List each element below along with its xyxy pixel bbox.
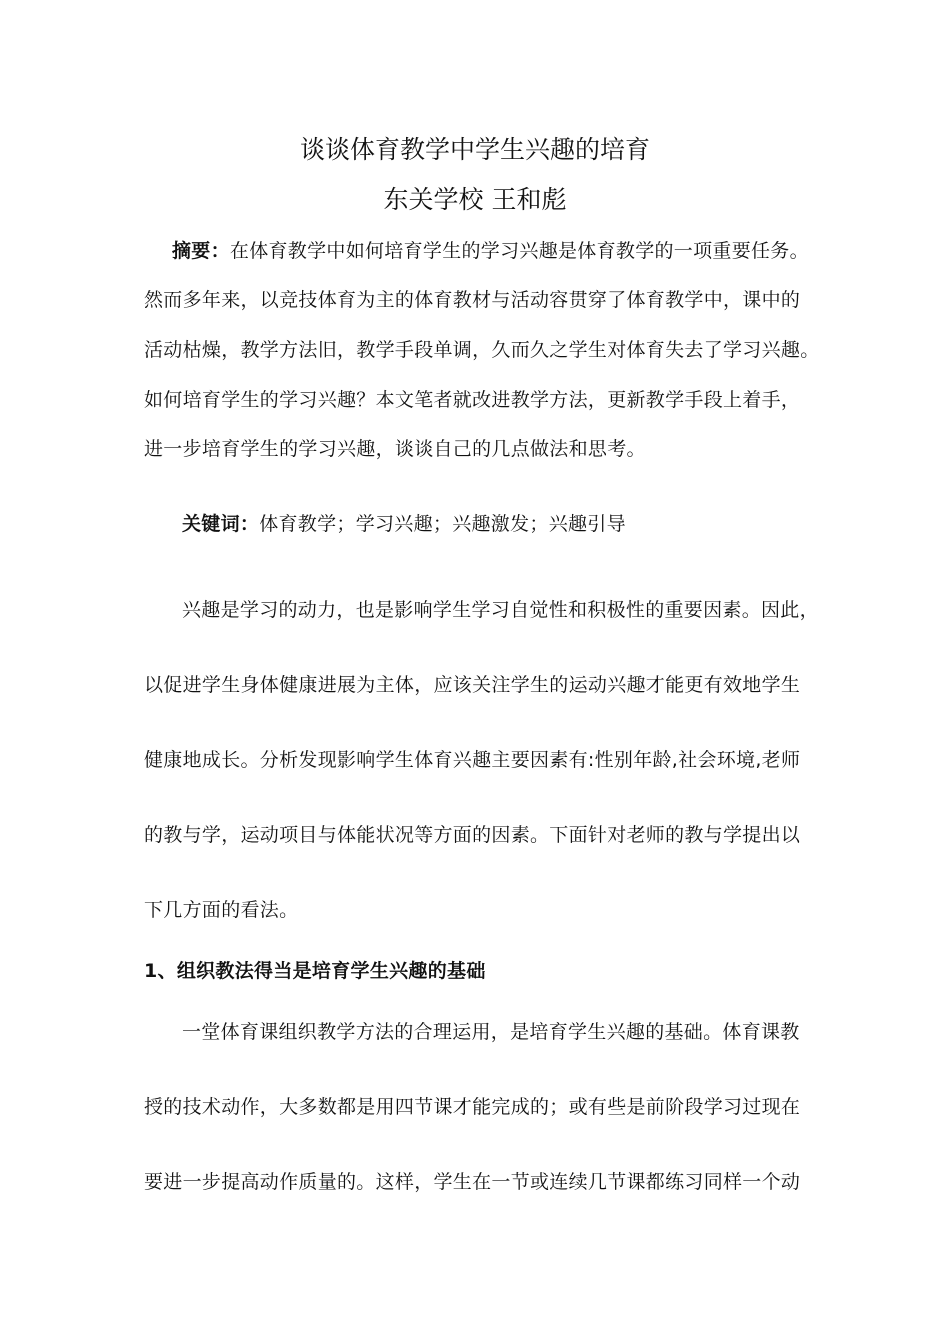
- abstract-line-5: 进一步培育学生的学习兴趣，谈谈自己的几点做法和思考。: [144, 438, 646, 460]
- keywords-line: [182, 511, 626, 537]
- intro-line-4: 的教与学，运动项目与体能状况等方面的因素。下面针对老师的教与学提出以: [144, 824, 801, 846]
- intro-line-3: 健康地成长。分析发现影响学生体育兴趣主要因素有:性别年龄,社会环境,老师: [144, 749, 801, 771]
- keywords-label: 关键词：: [182, 513, 260, 535]
- document-title: 谈谈体育教学中学生兴趣的培育: [299, 135, 650, 164]
- section-1-heading: 1、组织教法得当是培育学生兴趣的基础: [144, 960, 486, 982]
- section-1-line-2: 授的技术动作，大多数都是用四节课才能完成的；或有些是前阶段学习过现在: [144, 1096, 801, 1118]
- intro-line-2: 以促进学生身体健康进展为主体，应该关注学生的运动兴趣才能更有效地学生: [144, 674, 801, 696]
- section-1-line-1: 一堂体育课组织教学方法的合理运用，是培育学生兴趣的基础。体育课教: [182, 1021, 800, 1043]
- abstract-text: 在体育教学中如何培育学生的学习兴趣是体育教学的一项重要任务。: [229, 240, 809, 262]
- keywords-text: 体育教学；学习兴趣；兴趣激发；兴趣引导: [259, 513, 626, 535]
- intro-line-1: 兴趣是学习的动力，也是影响学生学习自觉性和积极性的重要因素。因此，: [182, 599, 819, 621]
- abstract-line-1: [172, 238, 809, 264]
- abstract-line-3: 活动枯燥，教学方法旧，教学手段单调，久而久之学生对体育失去了学习兴趣。: [144, 339, 820, 361]
- abstract-line-2: 然而多年来，以竞技体育为主的体育教材与活动容贯穿了体育教学中，课中的: [144, 289, 801, 311]
- section-1-line-3: 要进一步提高动作质量的。这样，学生在一节或连续几节课都练习同样一个动: [144, 1171, 801, 1193]
- abstract-line-4: 如何培育学生的学习兴趣？本文笔者就改进教学方法，更新教学手段上着手，: [144, 389, 801, 411]
- intro-line-5: 下几方面的看法。: [144, 899, 299, 921]
- author-line: 东关学校 王和彪: [383, 185, 567, 214]
- abstract-label: 摘要：: [172, 240, 230, 262]
